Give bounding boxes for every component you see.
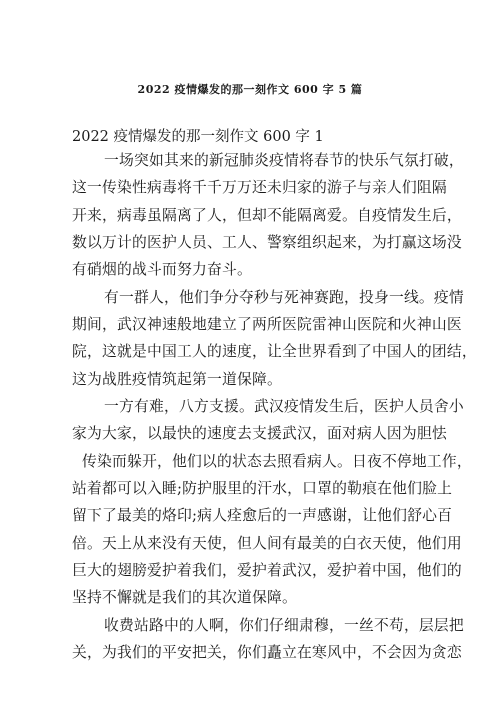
section-heading: 2022 疫情爆发的那一刻作文 600 字 1 bbox=[72, 129, 324, 145]
paragraph-line: 传染而躲开，他们以的状态去照看病人。日夜不停地工作， bbox=[82, 453, 472, 470]
paragraph-line: 开来，病毒虽隔离了人，但却不能隔离爱。自疫情发生后， bbox=[72, 207, 462, 224]
paragraph-line: 这为战胜疫情筑起第一道保障。 bbox=[72, 371, 282, 388]
paragraph-line: 院，这就是中国工人的速度，让全世界看到了中国人的团结， bbox=[72, 343, 477, 360]
paragraph-line: 收费站路中的人啊，你们仔细肃穆，一丝不苟，层层把 bbox=[104, 617, 464, 634]
paragraph-line: 有一群人，他们争分夺秒与死神赛跑，投身一线。疫情 bbox=[104, 289, 464, 306]
paragraph-line: 一场突如其来的新冠肺炎疫情将春节的快乐气氛打破， bbox=[104, 152, 464, 169]
paragraph-line: 有硝烟的战斗而努力奋斗。 bbox=[72, 261, 252, 278]
paragraph-line: 倍。天上从来没有天使，但人间有最美的白衣天使，他们用 bbox=[72, 535, 462, 552]
paragraph-line: 这一传染性病毒将千千万万还未归家的游子与亲人们阻隔 bbox=[72, 179, 447, 196]
paragraph-line: 站着都可以入睡;防护服里的汗水，口罩的勒痕在他们脸上 bbox=[72, 480, 453, 497]
paragraph-line: 一方有难，八方支援。武汉疫情发生后，医护人员舍小 bbox=[104, 398, 464, 415]
paragraph-line: 数以万计的医护人员、工人、警察组织起来，为打赢这场没 bbox=[72, 234, 462, 251]
paragraph-line: 巨大的翅膀爱护着我们，爱护着武汉，爱护着中国，他们的 bbox=[72, 562, 462, 579]
paragraph-line: 期间，武汉神速般地建立了两所医院雷神山医院和火神山医 bbox=[72, 316, 462, 333]
paragraph-line: 关，为我们的平安把关，你们矗立在寒风中，不会因为贪恋 bbox=[72, 644, 462, 661]
paragraph-line: 留下了最美的烙印;病人痊愈后的一声感谢，让他们舒心百 bbox=[72, 507, 453, 524]
paragraph-line: 坚持不懈就是我们的其次道保障。 bbox=[72, 589, 297, 606]
document-title: 2022 疫情爆发的那一刻作文 600 字 5 篇 bbox=[137, 83, 363, 96]
paragraph-line: 家为大家，以最快的速度去支援武汉，面对病人因为胆怯 bbox=[72, 425, 447, 442]
